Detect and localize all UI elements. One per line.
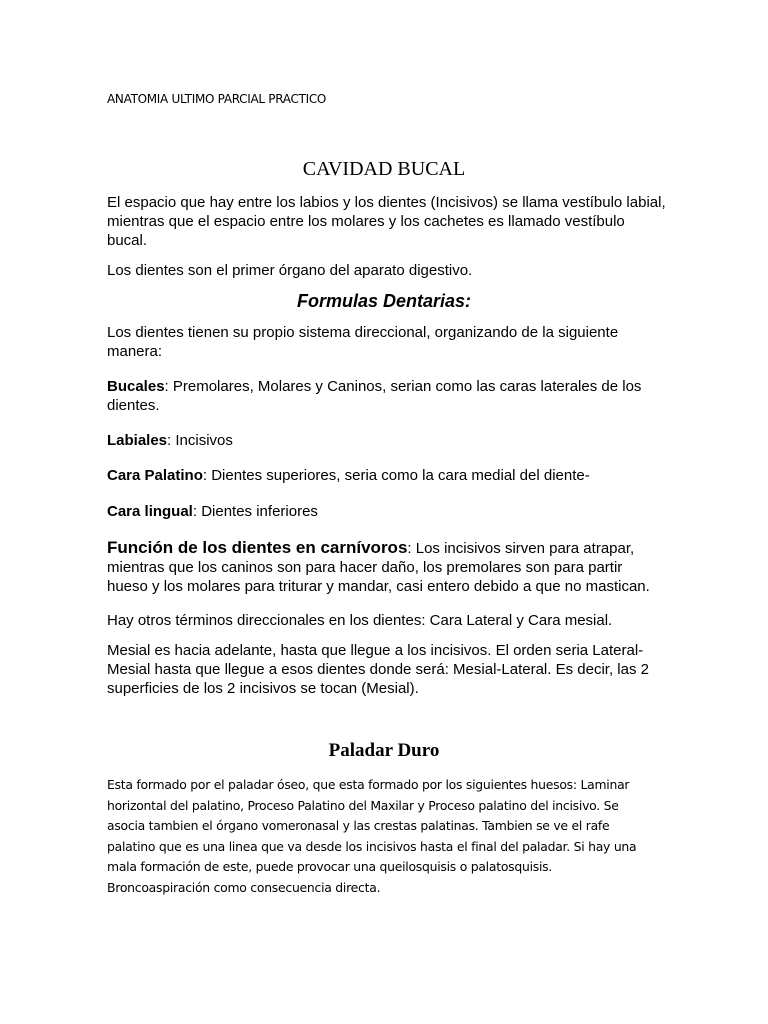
paragraph-vestibulo: El espacio que hay entre los labios y los dientes (Incisivos) se llama vestíbulo labial, mientras que el espacio entre los molares y los cachetes es llamado vestíbulo bucal. [107, 194, 666, 249]
paragraph-primer-organo: Los dientes son el primer órgano del aparato digestivo. [107, 262, 473, 279]
paragraph-cara-palatino [107, 466, 667, 485]
term-bucales: Bucales [107, 378, 165, 395]
paragraph-bucales [107, 377, 667, 415]
paragraph-cara-lingual [107, 502, 667, 521]
text-cara-lingual: : Dientes inferiores [192, 503, 318, 520]
term-cara-palatino: Cara Palatino [107, 467, 203, 484]
section-title-cavidad-bucal: CAVIDAD BUCAL [302, 158, 466, 180]
paragraph-mesial: Mesial es hacia adelante, hasta que llegue a los incisivos. El orden seria Lateral-Mesial hasta que llegue a esos dientes donde será: Mesial-Lateral. Es decir, las 2 superficies de los 2 incisivos se tocan (Mesial). [107, 642, 649, 697]
term-funcion-carnivoros: Función de los dientes en carnívoros [107, 538, 408, 557]
paragraph-funcion-carnivoros [107, 538, 667, 596]
term-cara-lingual: Cara lingual [107, 503, 193, 520]
paragraph-sistema-direccional: Los dientes tienen su propio sistema direccional, organizando de la siguiente manera: [107, 324, 619, 360]
text-labiales: : Incisivos [167, 432, 233, 449]
document-header: ANATOMIA ULTIMO PARCIAL PRACTICO [107, 92, 327, 106]
section-title-paladar-duro: Paladar Duro [328, 740, 440, 761]
paragraph-paladar-duro: Esta formado por el paladar óseo, que esta formado por los siguientes huesos: Laminar horizontal del palatino, Proceso Palatino del Maxilar y Proceso palatino del incisivo. Se asocia tambien el órgano vomeronasal y las crestas palatinas. Tambien se ve el rafe palatino que es una linea que va desde los incisivos hasta el final del paladar. Si hay una mala formación de este, puede provocar una queilosquisis o palatosquisis. Broncoaspiración como consecuencia directa. [107, 777, 637, 895]
text-bucales: : Premolares, Molares y Caninos, serian como las caras laterales de los dientes. [107, 378, 642, 414]
text-cara-palatino: : Dientes superiores, seria como la cara medial del diente- [202, 467, 590, 484]
section-title-formulas-dentarias: Formulas Dentarias: [296, 291, 472, 311]
text-funcion-carnivoros: : Los incisivos sirven para atrapar, mientras que los caninos son para hacer daño, los premolares son para partir hueso y los molares para triturar y mandar, casi entero debido a que no mastican. [107, 540, 650, 595]
term-labiales: Labiales [107, 432, 168, 449]
paragraph-terminos-direccionales: Hay otros términos direccionales en los dientes: Cara Lateral y Cara mesial. [107, 612, 613, 629]
paragraph-labiales [107, 431, 667, 450]
